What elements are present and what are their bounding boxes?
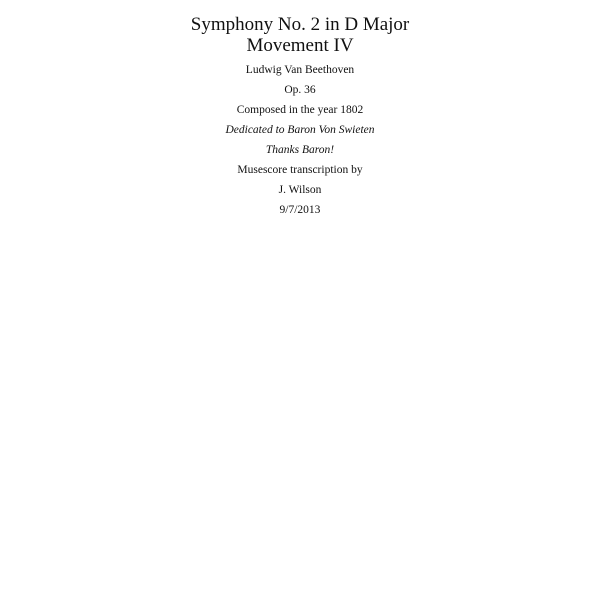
movement-subtitle: Movement IV bbox=[246, 35, 354, 56]
composer-name: Ludwig Van Beethoven bbox=[245, 64, 355, 76]
page-title: Symphony No. 2 in D Major bbox=[190, 14, 410, 35]
thanks-note: Thanks Baron! bbox=[265, 144, 335, 156]
composition-year: Composed in the year 1802 bbox=[236, 104, 364, 116]
title-block bbox=[0, 14, 600, 56]
transcription-date: 9/7/2013 bbox=[279, 204, 321, 216]
credits-block bbox=[0, 60, 600, 220]
transcription-credit: Musescore transcription by bbox=[237, 164, 363, 176]
transcriber-name: J. Wilson bbox=[278, 184, 322, 196]
opus-number: Op. 36 bbox=[284, 84, 316, 96]
dedication: Dedicated to Baron Von Swieten bbox=[225, 124, 375, 136]
